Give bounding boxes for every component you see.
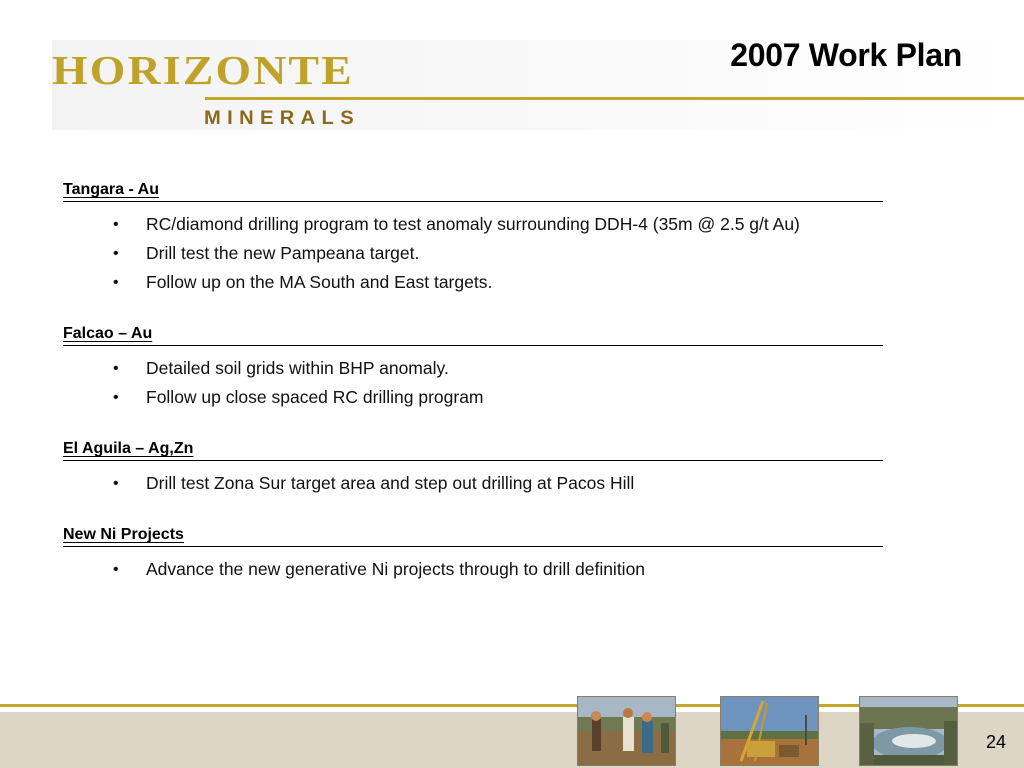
work-plan-content — [63, 180, 883, 611]
list-item — [63, 354, 883, 383]
field-workers-photo — [577, 696, 676, 766]
bullet-text: Detailed soil grids within BHP anomaly. — [146, 358, 449, 378]
bullet-glyph: • — [113, 561, 119, 578]
bullet-text: RC/diamond drilling program to test anomaly surrounding DDH-4 (35m @ 2.5 g/t Au) — [146, 214, 800, 234]
slide-title: 2007 Work Plan — [730, 37, 962, 73]
bullet-glyph: • — [113, 360, 119, 377]
bullet-glyph: • — [113, 216, 119, 233]
list-item — [63, 210, 883, 239]
bullet-glyph: • — [113, 274, 119, 291]
company-logo — [52, 48, 372, 130]
list-item — [63, 383, 883, 412]
bullet-text: Follow up close spaced RC drilling program — [146, 387, 484, 407]
bullet-list — [63, 354, 883, 412]
section-falcao — [63, 324, 883, 412]
section-heading: El Aguila – Ag,Zn — [63, 439, 883, 461]
bullet-text: Advance the new generative Ni projects through to drill definition — [146, 559, 646, 579]
logo-subtitle: MINERALS — [204, 108, 360, 129]
bullet-text: Drill test Zona Sur target area and step out drilling at Pacos Hill — [146, 473, 635, 493]
logo-wordmark: HORIZONTE — [52, 48, 354, 93]
lake-landscape-image — [860, 697, 957, 765]
bullet-glyph: • — [113, 389, 119, 406]
bullet-text: Drill test the new Pampeana target. — [146, 243, 420, 263]
bullet-list — [63, 469, 883, 498]
section-heading: Falcao – Au — [63, 324, 883, 346]
list-item — [63, 239, 883, 268]
section-el-aguila — [63, 439, 883, 498]
list-item — [63, 268, 883, 297]
lake-landscape-photo — [859, 696, 958, 766]
section-heading: New Ni Projects — [63, 525, 883, 547]
bullet-glyph: • — [113, 245, 119, 262]
list-item — [63, 555, 883, 584]
bullet-list — [63, 210, 883, 297]
bullet-list — [63, 555, 883, 584]
logo-graphic — [52, 48, 372, 130]
section-heading: Tangara - Au — [63, 180, 883, 202]
page-number: 24 — [985, 732, 1006, 752]
list-item — [63, 469, 883, 498]
bullet-text: Follow up on the MA South and East targets. — [146, 272, 493, 292]
section-new-ni-projects — [63, 525, 883, 584]
field-workers-image — [578, 697, 675, 765]
section-tangara — [63, 180, 883, 297]
bullet-glyph: • — [113, 475, 119, 492]
drill-rig-photo — [720, 696, 819, 766]
drill-rig-image — [721, 697, 818, 765]
